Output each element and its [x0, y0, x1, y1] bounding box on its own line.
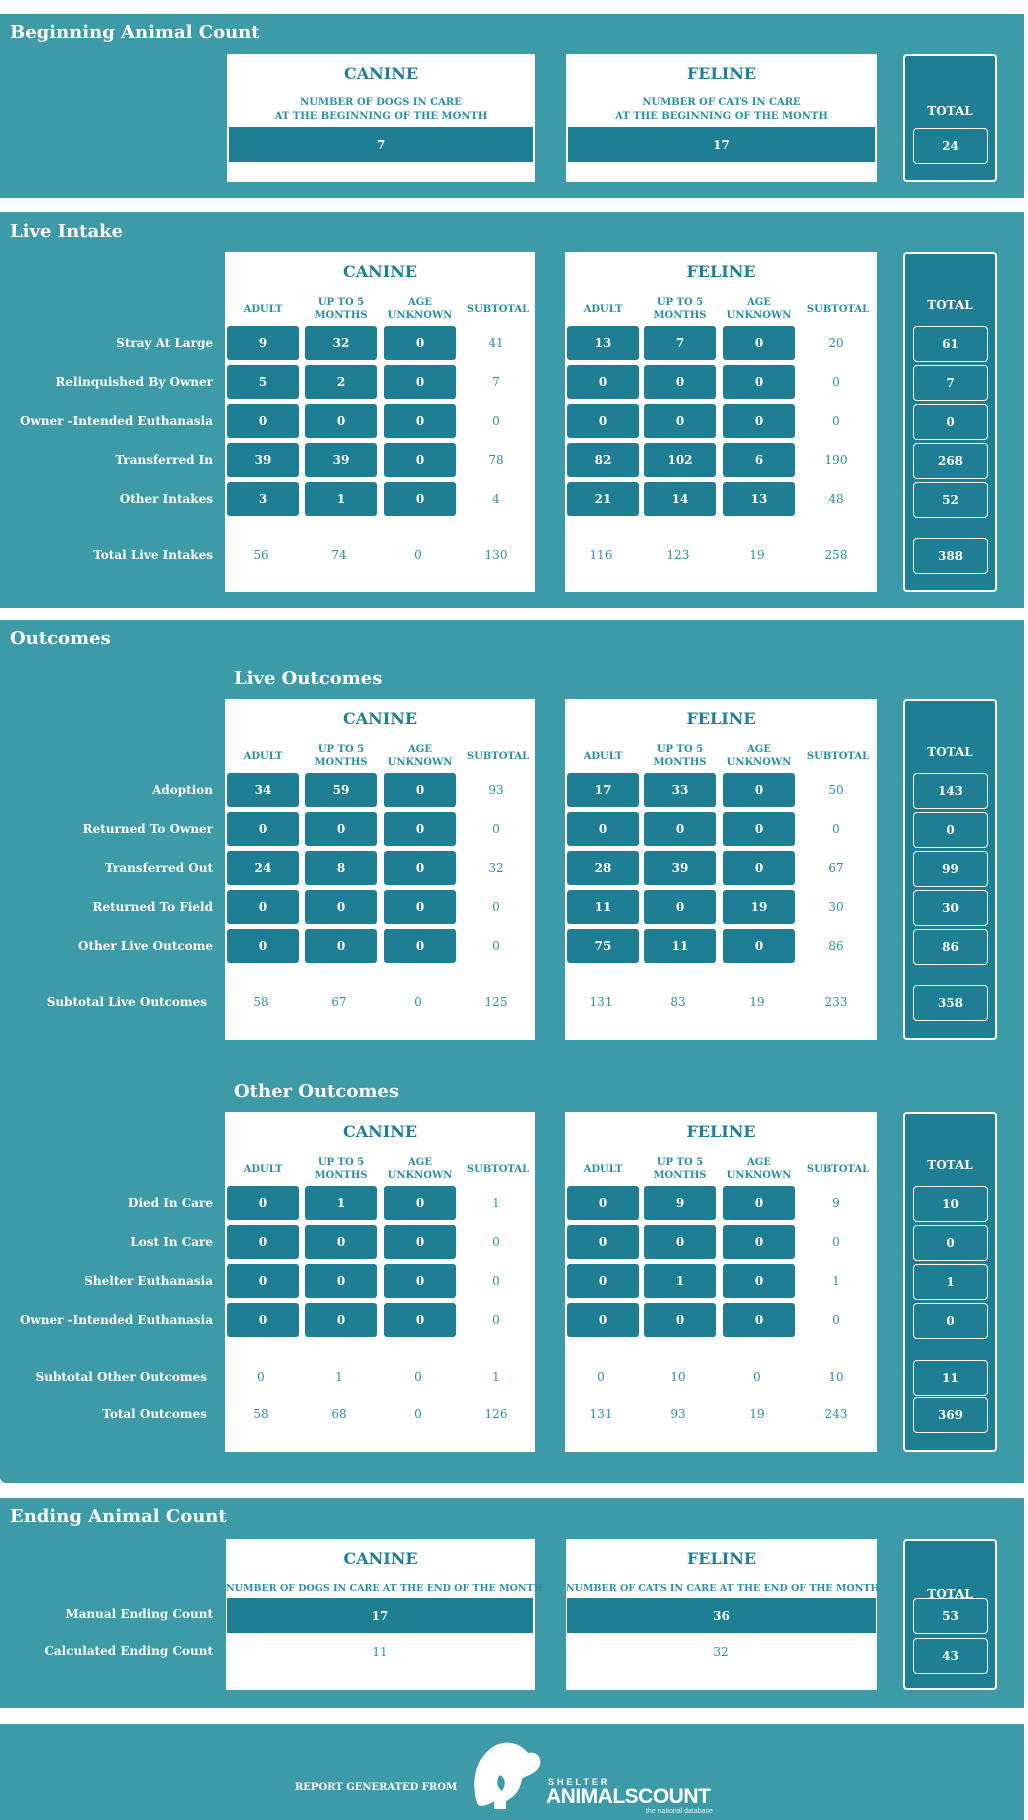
total-value: 358 — [913, 985, 988, 1021]
canine-total-value: 58 — [253, 1407, 269, 1421]
canine-value-cell: 0 — [227, 890, 299, 924]
feline-total-value: 93 — [670, 1407, 686, 1421]
feline-value-cell: 0 — [567, 1186, 639, 1220]
feline-subtotal-value: 9 — [832, 1196, 840, 1210]
feline-value-cell: 0 — [644, 1225, 716, 1259]
age-unknown-header-line2: UNKNOWN — [726, 1170, 792, 1181]
up-to-5-months-header — [297, 296, 385, 322]
canine-value-cell: 0 — [384, 443, 456, 477]
feline-value-cell: 21 — [567, 482, 639, 516]
subtotal-header-line1: SUBTOTAL — [466, 304, 530, 315]
feline-value-cell: 0 — [723, 326, 795, 360]
feline-value-cell: 14 — [644, 482, 716, 516]
up-to-5-months-header-line2: MONTHS — [653, 757, 707, 768]
up-to-5-months-header — [297, 743, 385, 769]
adult-header — [559, 303, 647, 316]
canine-subtotal-value: 32 — [488, 861, 504, 875]
canine-value-cell: 0 — [227, 812, 299, 846]
subtotal-header — [794, 303, 882, 316]
canine-value-cell: 3 — [227, 482, 299, 516]
feline-total-value: 243 — [824, 1407, 848, 1421]
canine-value-cell: 0 — [227, 929, 299, 963]
feline-value-cell: 102 — [644, 443, 716, 477]
total-value: 0 — [913, 812, 988, 848]
manual-ending-label: Manual Ending Count — [65, 1607, 213, 1621]
other-outcomes-title: Other Outcomes — [234, 1081, 399, 1102]
canine-manual-ending: 17 — [227, 1598, 533, 1633]
canine-subtotal-value: 93 — [488, 783, 504, 797]
outcomes-title: Outcomes — [10, 628, 111, 649]
canine-value-cell: 0 — [227, 1186, 299, 1220]
feline-total-value: 0 — [753, 1370, 761, 1384]
feline-subtotal-value: 50 — [828, 783, 844, 797]
canine-subtotal-value: 41 — [488, 336, 504, 350]
feline-total-value: 123 — [666, 548, 690, 562]
feline-subtotal-value: 48 — [828, 492, 844, 506]
canine-value-cell: 39 — [227, 443, 299, 477]
feline-value-cell: 0 — [644, 812, 716, 846]
canine-total-value: 1 — [335, 1370, 343, 1384]
total-value: 30 — [913, 890, 988, 926]
feline-value-cell: 0 — [723, 404, 795, 438]
total-value: 7 — [913, 365, 988, 401]
brand-big: ANIMALSCOUNT — [546, 1785, 711, 1808]
canine-value-cell: 59 — [305, 773, 377, 807]
live-intake-title: Live Intake — [10, 221, 124, 242]
ending-feline-panel — [566, 1539, 880, 1690]
age-unknown-header-line2: UNKNOWN — [726, 310, 792, 321]
up-to-5-months-header-line1: UP TO 5 — [656, 297, 704, 308]
canine-value-cell: 0 — [384, 1303, 456, 1337]
canine-total-value: 74 — [331, 548, 347, 562]
feline-value-cell: 0 — [723, 812, 795, 846]
canine-total-value: 0 — [414, 1407, 422, 1421]
up-to-5-months-header — [636, 743, 724, 769]
canine-value-cell: 2 — [305, 365, 377, 399]
adult-header-line1: ADULT — [243, 1164, 283, 1175]
canine-value-cell: 1 — [305, 1186, 377, 1220]
feline-total-value: 19 — [749, 1407, 765, 1421]
feline-value-cell: 6 — [723, 443, 795, 477]
feline-total-value: 131 — [589, 1407, 613, 1421]
feline-subtotal-value: 1 — [832, 1274, 840, 1288]
canine-title: CANINE — [342, 1122, 418, 1141]
up-to-5-months-header-line1: UP TO 5 — [656, 1157, 704, 1168]
canine-value-cell: 0 — [384, 326, 456, 360]
canine-beginning-value: 7 — [229, 127, 533, 162]
ending-canine-panel — [226, 1539, 543, 1690]
canine-total-value: 126 — [484, 1407, 508, 1421]
age-unknown-header-line1: AGE — [747, 744, 771, 755]
feline-value-cell: 0 — [644, 404, 716, 438]
canine-subtotal-value: 0 — [492, 822, 500, 836]
canine-value-cell: 0 — [305, 1225, 377, 1259]
up-to-5-months-header-line2: MONTHS — [314, 310, 368, 321]
feline-subtotal-value: 0 — [832, 822, 840, 836]
feline-subtotal-value: 20 — [828, 336, 844, 350]
feline-value-cell: 11 — [567, 890, 639, 924]
canine-value-cell: 0 — [384, 890, 456, 924]
feline-value-cell: 13 — [567, 326, 639, 360]
row-label: Subtotal Other Outcomes — [35, 1370, 207, 1384]
row-label: Adoption — [152, 783, 213, 797]
total-value: 11 — [913, 1360, 988, 1396]
canine-total-value: 56 — [253, 548, 269, 562]
adult-header — [559, 750, 647, 763]
feline-total-value: 19 — [749, 548, 765, 562]
adult-header-line1: ADULT — [583, 751, 623, 762]
feline-total-value: 0 — [597, 1370, 605, 1384]
canine-value-cell: 8 — [305, 851, 377, 885]
canine-calculated-ending: 11 — [372, 1645, 388, 1659]
canine-value-cell: 0 — [305, 1303, 377, 1337]
total-value: 99 — [913, 851, 988, 887]
row-label: Other Live Outcome — [78, 939, 213, 953]
canine-total-value: 0 — [414, 1370, 422, 1384]
age-unknown-header-line1: AGE — [408, 297, 432, 308]
feline-value-cell: 0 — [723, 1264, 795, 1298]
subtotal-header — [794, 1163, 882, 1176]
canine-value-cell: 0 — [384, 482, 456, 516]
canine-subtotal-value: 7 — [492, 375, 500, 389]
canine-value-cell: 34 — [227, 773, 299, 807]
canine-value-cell: 0 — [384, 1225, 456, 1259]
row-label: Transferred Out — [105, 861, 213, 875]
canine-value-cell: 32 — [305, 326, 377, 360]
canine-value-cell: 1 — [305, 482, 377, 516]
subtotal-header-line1: SUBTOTAL — [806, 304, 870, 315]
feline-value-cell: 0 — [723, 365, 795, 399]
feline-value-cell: 9 — [644, 1186, 716, 1220]
age-unknown-header — [715, 296, 803, 322]
adult-header-line1: ADULT — [243, 304, 283, 315]
age-unknown-header-line1: AGE — [747, 1157, 771, 1168]
feline-subtotal-value: 67 — [828, 861, 844, 875]
canine-value-cell: 0 — [384, 929, 456, 963]
canine-sub-line2: AT THE BEGINNING OF THE MONTH — [274, 111, 488, 122]
feline-value-cell: 0 — [567, 1225, 639, 1259]
beginning-title: Beginning Animal Count — [10, 22, 260, 43]
feline-value-cell: 13 — [723, 482, 795, 516]
canine-subtotal-value: 78 — [488, 453, 504, 467]
feline-value-cell: 19 — [723, 890, 795, 924]
beginning-feline-panel — [566, 54, 877, 182]
adult-header — [219, 750, 307, 763]
adult-header — [219, 1163, 307, 1176]
row-label: Lost In Care — [130, 1235, 213, 1249]
adult-header-line1: ADULT — [583, 1164, 623, 1175]
total-value: 143 — [913, 773, 988, 809]
feline-value-cell: 39 — [644, 851, 716, 885]
feline-subtotal-value: 30 — [828, 900, 844, 914]
feline-title: FELINE — [686, 1549, 757, 1568]
feline-value-cell: 11 — [644, 929, 716, 963]
total-label: TOTAL — [927, 1158, 973, 1172]
canine-total-value: 68 — [331, 1407, 347, 1421]
row-label: Other Intakes — [119, 492, 213, 506]
age-unknown-header-line2: UNKNOWN — [387, 757, 453, 768]
up-to-5-months-header-line2: MONTHS — [314, 757, 368, 768]
up-to-5-months-header — [636, 296, 724, 322]
feline-value-cell: 33 — [644, 773, 716, 807]
subtotal-header — [454, 1163, 542, 1176]
canine-subtotal-value: 0 — [492, 900, 500, 914]
feline-value-cell: 1 — [644, 1264, 716, 1298]
canine-ending-sub: NUMBER OF DOGS IN CARE AT THE END OF THE MONTH — [226, 1583, 543, 1594]
row-label: Shelter Euthanasia — [84, 1274, 213, 1288]
feline-value-cell: 0 — [723, 1303, 795, 1337]
row-label: Owner -Intended Euthanasia — [20, 1313, 213, 1327]
feline-value-cell: 7 — [644, 326, 716, 360]
live-outcomes-title: Live Outcomes — [234, 668, 383, 689]
feline-total-value: 10 — [828, 1370, 844, 1384]
canine-value-cell: 0 — [384, 1264, 456, 1298]
total-value: 268 — [913, 443, 988, 479]
beginning-canine-panel — [227, 54, 535, 182]
feline-value-cell: 82 — [567, 443, 639, 477]
ending-total-box — [903, 1539, 997, 1690]
canine-total-value: 1 — [492, 1370, 500, 1384]
subtotal-header — [454, 303, 542, 316]
up-to-5-months-header-line2: MONTHS — [314, 1170, 368, 1181]
canine-value-cell: 0 — [384, 851, 456, 885]
feline-value-cell: 0 — [723, 851, 795, 885]
total-value: 52 — [913, 482, 988, 518]
canine-subtotal-value: 1 — [492, 1196, 500, 1210]
up-to-5-months-header-line2: MONTHS — [653, 310, 707, 321]
canine-title: CANINE — [342, 262, 418, 281]
total-value: 388 — [913, 538, 988, 574]
canine-total-value: 130 — [484, 548, 508, 562]
total-box — [903, 699, 997, 1040]
feline-ending-sub: NUMBER OF CATS IN CARE AT THE END OF THE MONTH — [566, 1583, 880, 1594]
feline-title: FELINE — [686, 709, 756, 728]
feline-value-cell: 0 — [567, 1303, 639, 1337]
feline-value-cell: 0 — [567, 812, 639, 846]
feline-subtotal-value: 0 — [832, 1313, 840, 1327]
feline-subtotal-value: 190 — [824, 453, 848, 467]
total-value: 0 — [913, 404, 988, 440]
canine-value-cell: 0 — [384, 404, 456, 438]
feline-value-cell: 0 — [644, 1303, 716, 1337]
total-value: 0 — [913, 1303, 988, 1339]
shelter-animals-count-logo — [466, 1735, 746, 1815]
feline-total-value: 19 — [749, 995, 765, 1009]
calculated-ending-label: Calculated Ending Count — [44, 1644, 213, 1658]
up-to-5-months-header-line1: UP TO 5 — [317, 744, 365, 755]
row-label: Died In Care — [128, 1196, 213, 1210]
feline-value-cell: 28 — [567, 851, 639, 885]
feline-total-value: 258 — [824, 548, 848, 562]
subtotal-header-line1: SUBTOTAL — [466, 751, 530, 762]
canine-value-cell: 0 — [384, 1186, 456, 1220]
row-label: Total Live Intakes — [93, 548, 213, 562]
canine-subtotal-value: 0 — [492, 1313, 500, 1327]
row-label: Subtotal Live Outcomes — [46, 995, 207, 1009]
adult-header-line1: ADULT — [243, 751, 283, 762]
canine-value-cell: 9 — [227, 326, 299, 360]
feline-value-cell: 0 — [723, 773, 795, 807]
feline-value-cell: 17 — [567, 773, 639, 807]
feline-title: FELINE — [686, 64, 757, 83]
canine-value-cell: 0 — [227, 1264, 299, 1298]
feline-total-value: 10 — [670, 1370, 686, 1384]
feline-value-cell: 0 — [723, 1186, 795, 1220]
ending-title: Ending Animal Count — [10, 1506, 227, 1527]
feline-subtotal-value: 86 — [828, 939, 844, 953]
subtotal-header — [454, 750, 542, 763]
feline-value-cell: 0 — [723, 1225, 795, 1259]
feline-value-cell: 0 — [567, 1264, 639, 1298]
canine-subtotal-value: 0 — [492, 939, 500, 953]
feline-subtotal-value: 0 — [832, 375, 840, 389]
up-to-5-months-header-line1: UP TO 5 — [317, 1157, 365, 1168]
beginning-total-value: 24 — [913, 128, 988, 164]
row-label: Total Outcomes — [102, 1407, 207, 1421]
feline-title: FELINE — [686, 262, 756, 281]
canine-subtotal-value: 0 — [492, 1274, 500, 1288]
feline-beginning-value: 17 — [568, 127, 875, 162]
total-value: 61 — [913, 326, 988, 362]
age-unknown-header — [376, 1156, 464, 1182]
canine-total-value: 58 — [253, 995, 269, 1009]
canine-value-cell: 0 — [227, 404, 299, 438]
beginning-total-box — [903, 54, 997, 182]
age-unknown-header-line2: UNKNOWN — [387, 1170, 453, 1181]
up-to-5-months-header-line1: UP TO 5 — [317, 297, 365, 308]
row-label: Stray At Large — [116, 336, 213, 350]
age-unknown-header-line1: AGE — [747, 297, 771, 308]
brand-tagline: the national database — [646, 1808, 713, 1815]
subtotal-header — [794, 750, 882, 763]
age-unknown-header-line2: UNKNOWN — [726, 757, 792, 768]
canine-value-cell: 0 — [227, 1303, 299, 1337]
canine-subtotal-value: 0 — [492, 414, 500, 428]
feline-calculated-ending: 32 — [713, 1645, 729, 1659]
adult-header — [219, 303, 307, 316]
feline-value-cell: 0 — [567, 365, 639, 399]
total-label: TOTAL — [927, 104, 973, 118]
up-to-5-months-header-line1: UP TO 5 — [656, 744, 704, 755]
subtotal-header-line1: SUBTOTAL — [466, 1164, 530, 1175]
feline-sub-line1: NUMBER OF CATS IN CARE — [642, 97, 801, 108]
feline-total-value: 131 — [589, 995, 613, 1009]
feline-value-cell: 0 — [723, 929, 795, 963]
age-unknown-header — [715, 1156, 803, 1182]
feline-total-value: 233 — [824, 995, 848, 1009]
age-unknown-header — [715, 743, 803, 769]
canine-value-cell: 0 — [227, 1225, 299, 1259]
total-box — [903, 252, 997, 592]
subtotal-header-line1: SUBTOTAL — [806, 1164, 870, 1175]
canine-total-value: 125 — [484, 995, 508, 1009]
canine-value-cell: 5 — [227, 365, 299, 399]
feline-value-cell: 75 — [567, 929, 639, 963]
feline-manual-ending: 36 — [567, 1598, 876, 1633]
feline-total-value: 83 — [670, 995, 686, 1009]
feline-value-cell: 0 — [567, 404, 639, 438]
canine-subtotal-value: 0 — [492, 1235, 500, 1249]
canine-total-value: 67 — [331, 995, 347, 1009]
feline-value-cell: 0 — [644, 890, 716, 924]
canine-sub-line1: NUMBER OF DOGS IN CARE — [300, 97, 462, 108]
canine-title: CANINE — [343, 1549, 418, 1568]
ending-total-manual: 53 — [913, 1598, 988, 1634]
feline-value-cell: 0 — [644, 365, 716, 399]
ending-total-calculated: 43 — [913, 1638, 988, 1674]
brand-small: SHELTER — [548, 1777, 611, 1787]
total-value: 10 — [913, 1186, 988, 1222]
canine-value-cell: 39 — [305, 443, 377, 477]
feline-total-value: 116 — [589, 548, 613, 562]
up-to-5-months-header — [297, 1156, 385, 1182]
feline-subtotal-value: 0 — [832, 1235, 840, 1249]
canine-title: CANINE — [343, 64, 419, 83]
dog-cat-logo-icon — [466, 1735, 546, 1815]
total-value: 369 — [913, 1397, 988, 1433]
report-generated-label: REPORT GENERATED FROM — [295, 1782, 458, 1793]
canine-value-cell: 0 — [305, 404, 377, 438]
canine-value-cell: 0 — [384, 365, 456, 399]
canine-value-cell: 0 — [305, 890, 377, 924]
total-box — [903, 1112, 997, 1452]
canine-total-value: 0 — [414, 548, 422, 562]
canine-value-cell: 0 — [384, 773, 456, 807]
age-unknown-header-line1: AGE — [408, 1157, 432, 1168]
up-to-5-months-header — [636, 1156, 724, 1182]
subtotal-header-line1: SUBTOTAL — [806, 751, 870, 762]
age-unknown-header — [376, 296, 464, 322]
age-unknown-header-line1: AGE — [408, 744, 432, 755]
age-unknown-header-line2: UNKNOWN — [387, 310, 453, 321]
age-unknown-header — [376, 743, 464, 769]
row-label: Owner -Intended Euthanasia — [20, 414, 213, 428]
adult-header-line1: ADULT — [583, 304, 623, 315]
total-value: 0 — [913, 1225, 988, 1261]
canine-value-cell: 24 — [227, 851, 299, 885]
canine-total-value: 0 — [257, 1370, 265, 1384]
row-label: Relinquished By Owner — [55, 375, 213, 389]
total-value: 1 — [913, 1264, 988, 1300]
canine-value-cell: 0 — [305, 812, 377, 846]
total-label: TOTAL — [927, 745, 973, 759]
canine-subtotal-value: 4 — [492, 492, 500, 506]
canine-value-cell: 0 — [384, 812, 456, 846]
canine-title: CANINE — [342, 709, 418, 728]
up-to-5-months-header-line2: MONTHS — [653, 1170, 707, 1181]
feline-sub-line2: AT THE BEGINNING OF THE MONTH — [615, 111, 828, 122]
adult-header — [559, 1163, 647, 1176]
total-label: TOTAL — [927, 1587, 973, 1601]
row-label: Returned To Field — [92, 900, 213, 914]
total-value: 86 — [913, 929, 988, 965]
feline-title: FELINE — [686, 1122, 756, 1141]
row-label: Returned To Owner — [82, 822, 213, 836]
canine-value-cell: 0 — [305, 929, 377, 963]
canine-value-cell: 0 — [305, 1264, 377, 1298]
total-label: TOTAL — [927, 298, 973, 312]
row-label: Transferred In — [115, 453, 213, 467]
canine-total-value: 0 — [414, 995, 422, 1009]
feline-subtotal-value: 0 — [832, 414, 840, 428]
